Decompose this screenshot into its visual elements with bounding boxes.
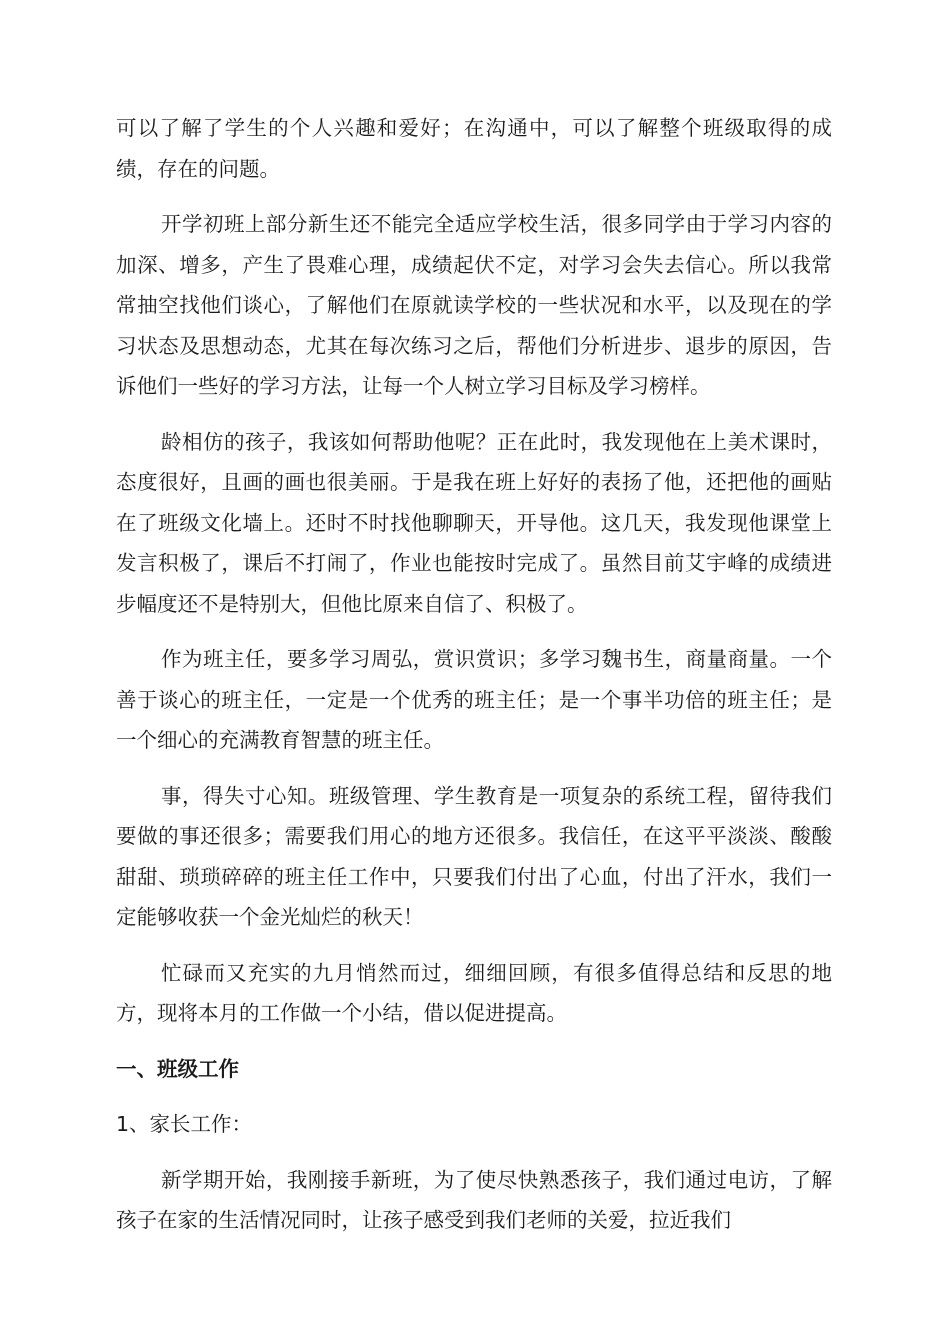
paragraph-2: 开学初班上部分新生还不能完全适应学校生活，很多同学由于学习内容的加深、增多，产生了畏难心理，成绩起伏不定，对学习会失去信心。所以我常常抽空找他们谈心，了解他们在原就读学校的一些状况和水平，以及现在的学习状态及思想动态，尤其在每次练习之后，帮他们分析进步、退步的原因，告诉他们一些好的学习方法，让每一个人树立学习目标及学习榜样。 — [116, 212, 832, 398]
section-heading: 一、班级工作 — [116, 1056, 239, 1081]
paragraph-3: 龄相仿的孩子，我该如何帮助他呢？正在此时，我发现他在上美术课时，态度很好，且画的画也很美丽。于是我在班上好好的表扬了他，还把他的画贴在了班级文化墙上。还时不时找他聊聊天，开导他。这几天，我发现他课堂上发言积极了，课后不打闹了，作业也能按时完成了。虽然目前艾宇峰的成绩进步幅度还不是特别大，但他比原来自信了、积极了。 — [116, 429, 832, 616]
paragraph-7: 新学期开始，我刚接手新班，为了使尽快熟悉孩子，我们通过电访，了解孩子在家的生活情况同时，让孩子感受到我们老师的关爱，拉近我们 — [116, 1167, 832, 1232]
paragraph-4: 作为班主任，要多学习周弘，赏识赏识；多学习魏书生，商量商量。一个善于谈心的班主任，一定是一个优秀的班主任；是一个事半功倍的班主任；是一个细心的充满教育智慧的班主任。 — [116, 647, 832, 752]
subsection-heading: 1、家长工作： — [116, 1112, 253, 1136]
paragraph-1: 可以了解了学生的个人兴趣和爱好；在沟通中，可以了解整个班级取得的成绩，存在的问题。 — [116, 116, 832, 181]
paragraph-6: 忙碌而又充实的九月悄然而过，细细回顾，有很多值得总结和反思的地方，现将本月的工作做一个小结，借以促进提高。 — [116, 960, 832, 1025]
paragraph-5: 事，得失寸心知。班级管理、学生教育是一项复杂的系统工程，留待我们要做的事还很多；需要我们用心的地方还很多。我信任，在这平平淡淡、酸酸甜甜、琐琐碎碎的班主任工作中，只要我们付出了心血，付出了汗水，我们一定能够收获一个金光灿烂的秋天！ — [116, 783, 832, 929]
document-body — [116, 108, 832, 1256]
